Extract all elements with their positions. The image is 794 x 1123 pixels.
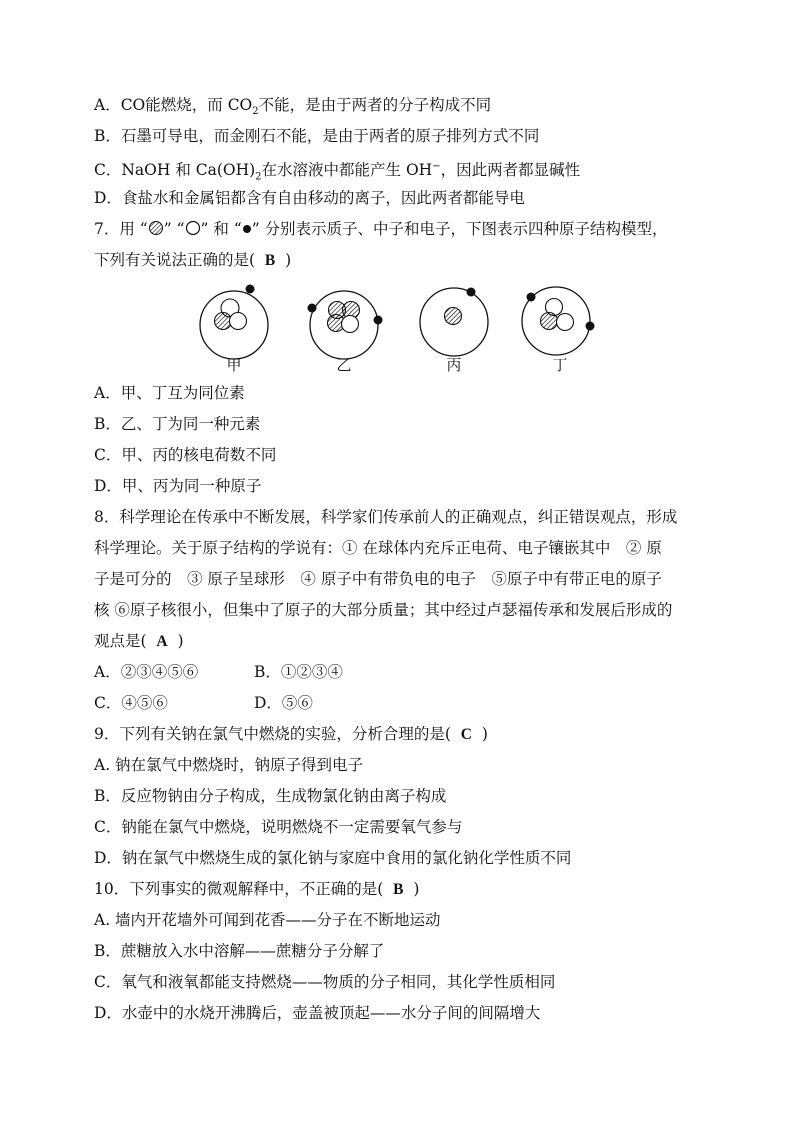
q10-option-c: C．氧气和液氧都能支持燃烧——物质的分子相同，其化学性质相同: [94, 973, 556, 991]
q9-answer: C: [460, 726, 472, 743]
q9-option-a: A. 钠在氯气中燃烧时，钠原子得到电子: [94, 756, 364, 774]
q7-option-d: D．甲、丙为同一种原子: [94, 477, 262, 495]
atom-label-jia: 甲: [226, 356, 242, 374]
q6-option-a: A．CO能燃烧，而 $CO_2$不能，是由于两者的分子构成不同: [94, 96, 492, 118]
electron-symbol-icon: [242, 224, 252, 234]
atom-model-bing: [420, 288, 488, 357]
q10-option-b: B．蔗糖放入水中溶解——蔗糖分子分解了: [94, 942, 385, 960]
q8-stem-line4: 核 ⑥原子核很小，但集中了原子的大部分质量；其中经过卢瑟福传承和发展后形成的: [94, 601, 673, 619]
q8-option-d: D．⑤⑥: [254, 694, 313, 712]
q6-option-d: D．食盐水和金属铝都含有自由移动的离子，因此两者都能导电: [94, 189, 525, 207]
atom-model-jia: [200, 285, 268, 360]
q9-option-b: B．反应物钠由分子构成，生成物氯化钠由离子构成: [94, 787, 447, 805]
q10-stem: 10．下列事实的微观解释中，不正确的是( B ): [94, 880, 420, 898]
q8-answer: A: [156, 633, 168, 650]
q7-stem-line1: 7．用 “ ” “ ” 和 “ ” 分别表示质子、中子和电子，下图表示四种原子结构模型，: [94, 220, 668, 238]
q7-stem-line2: 下列有关说法正确的是( B ): [94, 251, 292, 269]
q10-option-a: A. 墙内开花墙外可闻到花香——分子在不断地运动: [94, 911, 441, 929]
atom-model-yi: [308, 291, 383, 359]
q8-stem-line3: 子是可分的 ③ 原子呈球形 ④ 原子中有带负电的电子 ⑤原子中有带正电的原子: [94, 570, 662, 588]
q7-option-a: A．甲、丁互为同位素: [94, 384, 245, 402]
atom-label-bing: 丙: [446, 356, 462, 374]
q8-option-b: B．①②③④: [254, 663, 343, 681]
q8-option-c: C．④⑤⑥: [94, 694, 168, 712]
q9-option-c: C．钠能在氯气中燃烧，说明燃烧不一定需要氧气参与: [94, 818, 463, 836]
atom-model-ding: [522, 287, 595, 355]
q8-stem-line2: 科学理论。关于原子结构的学说有：① 在球体内充斥正电荷、电子镶嵌其中 ② 原: [94, 539, 662, 557]
q7-option-c: C．甲、丙的核电荷数不同: [94, 446, 277, 464]
atom-label-yi: 乙: [336, 356, 352, 374]
q10-option-d: D．水壶中的水烧开沸腾后，壶盖被顶起——水分子间的间隔增大: [94, 1004, 541, 1022]
q8-stem-line1: 8．科学理论在传承中不断发展，科学家们传承前人的正确观点，纠正错误观点，形成: [94, 508, 678, 526]
q9-stem: 9．下列有关钠在氯气中燃烧的实验，分析合理的是( C ): [94, 725, 488, 743]
q8-option-a: A．②③④⑤⑥: [94, 663, 199, 681]
q8-stem-line5: 观点是( A ): [94, 632, 184, 650]
q10-answer: B: [393, 881, 404, 898]
atom-label-ding: 丁: [552, 356, 568, 374]
q6-option-c: C．NaOH 和 $Ca(OH)_2$在水溶液中都能产生 OH−，因此两者都显碱性: [94, 161, 581, 183]
proton-symbol-icon: [148, 220, 164, 236]
q6-option-b: B．石墨可导电，而金刚石不能，是由于两者的原子排列方式不同: [94, 127, 540, 145]
neutron-symbol-icon: [185, 220, 201, 236]
q7-answer: B: [264, 252, 276, 269]
q9-option-d: D．钠在氯气中燃烧生成的氯化钠与家庭中食用的氯化钠化学性质不同: [94, 849, 572, 867]
q7-option-b: B．乙、丁为同一种元素: [94, 415, 261, 433]
